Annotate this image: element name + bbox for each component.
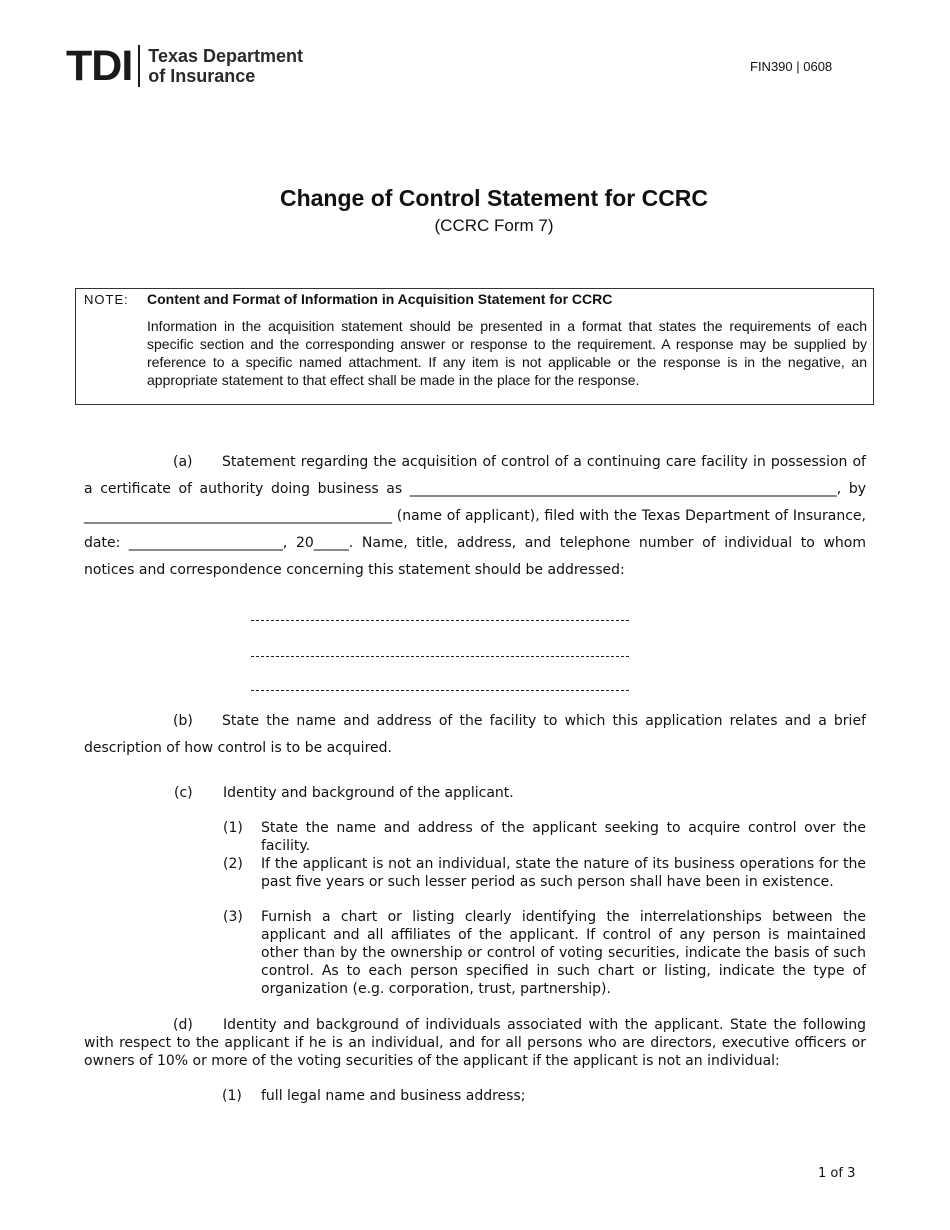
section-c-item-1-num: (1) [223,820,243,836]
page-number: 1 of 3 [818,1166,856,1181]
note-box [75,288,874,405]
section-c-item-3-num: (3) [223,909,243,925]
section-c-item-1: State the name and address of the applicant seeking to acquire control over the facility. [261,820,866,854]
section-a-label: (a) [173,454,193,470]
section-c-item-2-num: (2) [223,856,243,872]
logo-line-1: Texas Department [148,46,304,66]
page-subtitle: (CCRC Form 7) [434,216,554,235]
page-title: Change of Control Statement for CCRC [279,185,709,211]
note-heading: Content and Format of Information in Acquisition Statement for CCRC [147,291,613,307]
section-c-item-2: If the applicant is not an individual, state the nature of its business operations for the past five years or such lesser period as such person shall have been in existence. [261,856,866,890]
section-c-text: Identity and background of the applicant. [223,785,514,801]
section-d-item-1: full legal name and business address; [261,1088,526,1104]
tdi-logo [66,44,303,88]
contact-line-2[interactable] [251,656,629,657]
logo-divider [138,45,140,87]
section-d-text: Identity and background of individuals associated with the applicant. State the following with respect to the applicant if he is an individual, and for all persons who are directors, executive officers or owners of 10% or more of the voting securities of the applicant if the applicant is not an individual: [84,1017,866,1069]
contact-line-3[interactable] [251,690,629,691]
contact-line-1[interactable] [251,620,629,621]
section-b-label: (b) [173,713,193,729]
note-label: NOTE: [84,292,129,307]
logo-mark: TDI [66,42,133,90]
logo-text [148,46,303,86]
form-id: FIN390 | 0608 [750,59,833,74]
section-d-item-1-num: (1) [222,1088,242,1104]
section-a [84,449,866,584]
section-d [84,1016,866,1070]
section-b-text: State the name and address of the facility to which this application relates and a brief description of how control is to be acquired. [84,713,866,756]
logo-line-2: of Insurance [148,66,256,86]
section-c-item-3: Furnish a chart or listing clearly identifying the interrelationships between the applicant and all affiliates of the applicant. If control of any person is maintained other than by the ownership or control of voting securities, indicate the basis of such control. As to each person specified in such chart or listing, indicate the type of organization (e.g. corporation, trust, partnership). [261,909,866,997]
section-d-label: (d) [173,1017,193,1033]
section-c-label: (c) [174,785,193,801]
section-a-text: Statement regarding the acquisition of control of a continuing care facility in possession of a certificate of authority doing business as _____________________________________________________________, by ____________________________________________ (name of applicant), filed with the Texas Department of Insurance, date: ______________________, 20_____. Name, title, address, and telephone number of individual to whom notices and correspondence concerning this statement should be addressed: [84,454,866,578]
section-b [84,708,866,762]
note-body: Information in the acquisition statement should be presented in a format that states the requirements of each specific section and the corresponding answer or response to the requirement. A response may be supplied by reference to a specific named attachment. If any item is not applicable or the response is in the negative, an appropriate statement to that effect shall be made in the place for the response. [147,318,867,388]
